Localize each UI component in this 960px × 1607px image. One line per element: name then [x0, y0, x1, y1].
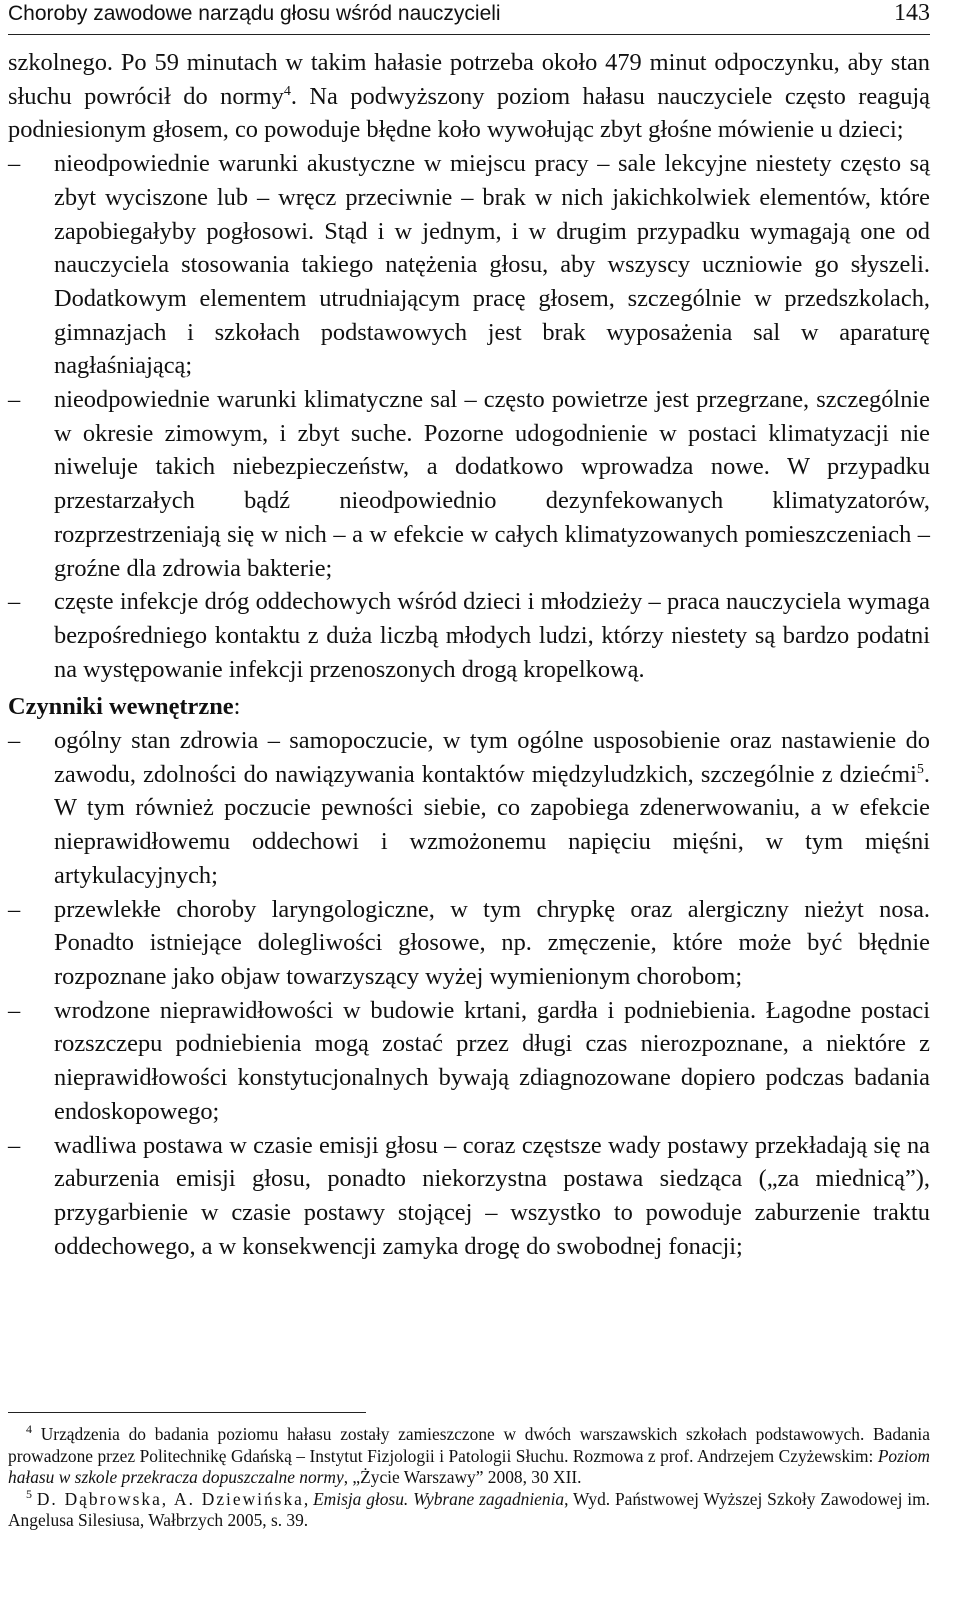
footnote-divider: [8, 1412, 366, 1413]
footnote-ref-4[interactable]: 4: [283, 83, 291, 99]
page-number: 143: [894, 0, 930, 26]
list-item-chronic: – przewlekłe choroby laryngologiczne, w tym chrypkę oraz alergiczny nieżyt nosa. Ponadto istniejące dolegliwości głosowe, np. zmęczenie, które może być błędnie rozpoznane jako objaw towarzyszący wyżej wymienionym chorobom;: [8, 893, 930, 994]
footnote-number: 4: [26, 1422, 32, 1437]
footnote-ref-5[interactable]: 5: [916, 761, 924, 777]
list-dash: –: [8, 150, 21, 178]
footnotes: [8, 1424, 930, 1532]
section-heading: Czynniki wewnętrzne:: [8, 693, 241, 721]
footnote-5: $^5$ D. Dąbrowska, A. Dziewińska, Emisja głosu. Wybrane zagadnienia, Wyd. Państwowej Wyższej Szkoły Zawodowej im. Angelusa Silesiusa, Wałbrzych 2005, s. 39.: [8, 1486, 930, 1531]
list-item-acoustic: – nieodpowiednie warunki akustyczne w miejscu pracy – sale lekcyjne niestety często są zbyt wyciszone lub – wręcz przeciwnie – brak w nich jakichkolwiek elementów, które zapobiegałyby pogłosowi. Stąd i w jednym, i w drugim przypadku wymagają one od nauczyciela stosowania takiego natężenia głosu, aby wszyscy uczniowie go słyszeli. Dodatkowym elementem utrudniającym pracę głosem, szczególnie w przedszkolach, gimnazjach i szkołach podstawowych jest brak wyposażenia sal w aparaturę nagłaśniającą;: [8, 147, 930, 383]
list-item-posture: – wadliwa postawa w czasie emisji głosu – coraz częstsze wady postawy przekładają się na zaburzenia emisji głosu, ponadto niekorzystna postawa siedząca („za miednicą”), przygarbienie w czasie postawy stojącej – wszystko to powoduje zaburzenie traktu oddechowego, a w konsekwencji zamyka drogę do swobodnej fonacji;: [8, 1129, 930, 1264]
list-dash: –: [8, 895, 21, 923]
list-dash: –: [8, 1131, 21, 1159]
footnote-4: $^4$ Urządzenia do badania poziomu hałasu zostały zamieszczone w dwóch warszawskich szkołach podstawowych. Badania prowadzone przez Politechnikę Gdańską – Instytut Fizjologii i Patologii Słuchu. Rozmowa z prof. Andrzejem Czyżewskim: Poziom hałasu w szkole przekracza dopuszczalne normy, „Życie Warszawy” 2008, 30 XII.: [8, 1422, 930, 1488]
list-dash: –: [8, 727, 21, 755]
list-item-health: – ogólny stan zdrowia – samopoczucie, w tym ogólne usposobienie oraz nastawienie do zawodu, zdolności do nawiązywania kontaktów międzyludzkich, szczególnie z dziećmi$^5$. W tym również poczucie pewności siebie, co zapobiega zdenerwowaniu, a w efekcie nieprawidłowemu oddechowi i wzmożonemu napięciu mięśni, w tym mięśni artykulacyjnych;: [8, 724, 930, 893]
list-dash: –: [8, 996, 21, 1024]
running-title: Choroby zawodowe narządu głosu wśród nauczycieli: [8, 2, 501, 25]
list-item-climate: – nieodpowiednie warunki klimatyczne sal – często powietrze jest przegrzane, szczególnie w okresie zimowym, i zbyt suche. Pozorne udogodnienie w postaci klimatyzacji nie niweluje takich niebezpieczeństw, a dodatkowo wprowadza nowe. W przypadku przestarzałych bądź nieodpowiednio dezynfekowanych klimatyzatorów, rozprzestrzeniają się w nich – a w efekcie w całych klimatyzowanych pomieszczeniach – groźne dla zdrowia bakterie;: [8, 383, 930, 585]
list-item-infections: – częste infekcje dróg oddechowych wśród dzieci i młodzieży – praca nauczyciela wymaga bezpośredniego kontaktu z duża liczbą młodych ludzi, którzy niestety są bardzo podatni na występowanie infekcji przenoszonych drogą kropelkową.: [8, 585, 930, 686]
running-header: [8, 0, 930, 35]
footnote-title: Emisja głosu. Wybrane zagadnienia: [313, 1488, 565, 1509]
list-dash: –: [8, 386, 21, 414]
footnote-title: Poziom hałasu w szkole przekracza dopuszczalne normy: [8, 1445, 930, 1488]
footnote-authors: D. Dąbrowska, A. Dziewińska: [36, 1488, 304, 1509]
body-text: [8, 46, 930, 1263]
paragraph-intro: szkolnego. Po 59 minutach w takim hałasie potrzeba około 479 minut odpoczynku, aby stan słuchu powrócił do normy$^4$. Na podwyższony poziom hałasu nauczyciele często reagują podniesionym głosem, co powoduje błędne koło wywołując zbyt głośne mówienie u dzieci;: [8, 49, 930, 144]
footnote-number: 5: [26, 1486, 32, 1501]
heading-text: Czynniki wewnętrzne: [8, 693, 234, 721]
list-dash: –: [8, 588, 21, 616]
list-item-congenital: – wrodzone nieprawidłowości w budowie krtani, gardła i podniebienia. Łagodne postaci rozszczepu podniebienia mogą zostać przez długi czas nierozpoznane, a niektóre z nieprawidłowości konstytucjonalnych bywają zdiagnozowane dopiero podczas badania endoskopowego;: [8, 994, 930, 1129]
